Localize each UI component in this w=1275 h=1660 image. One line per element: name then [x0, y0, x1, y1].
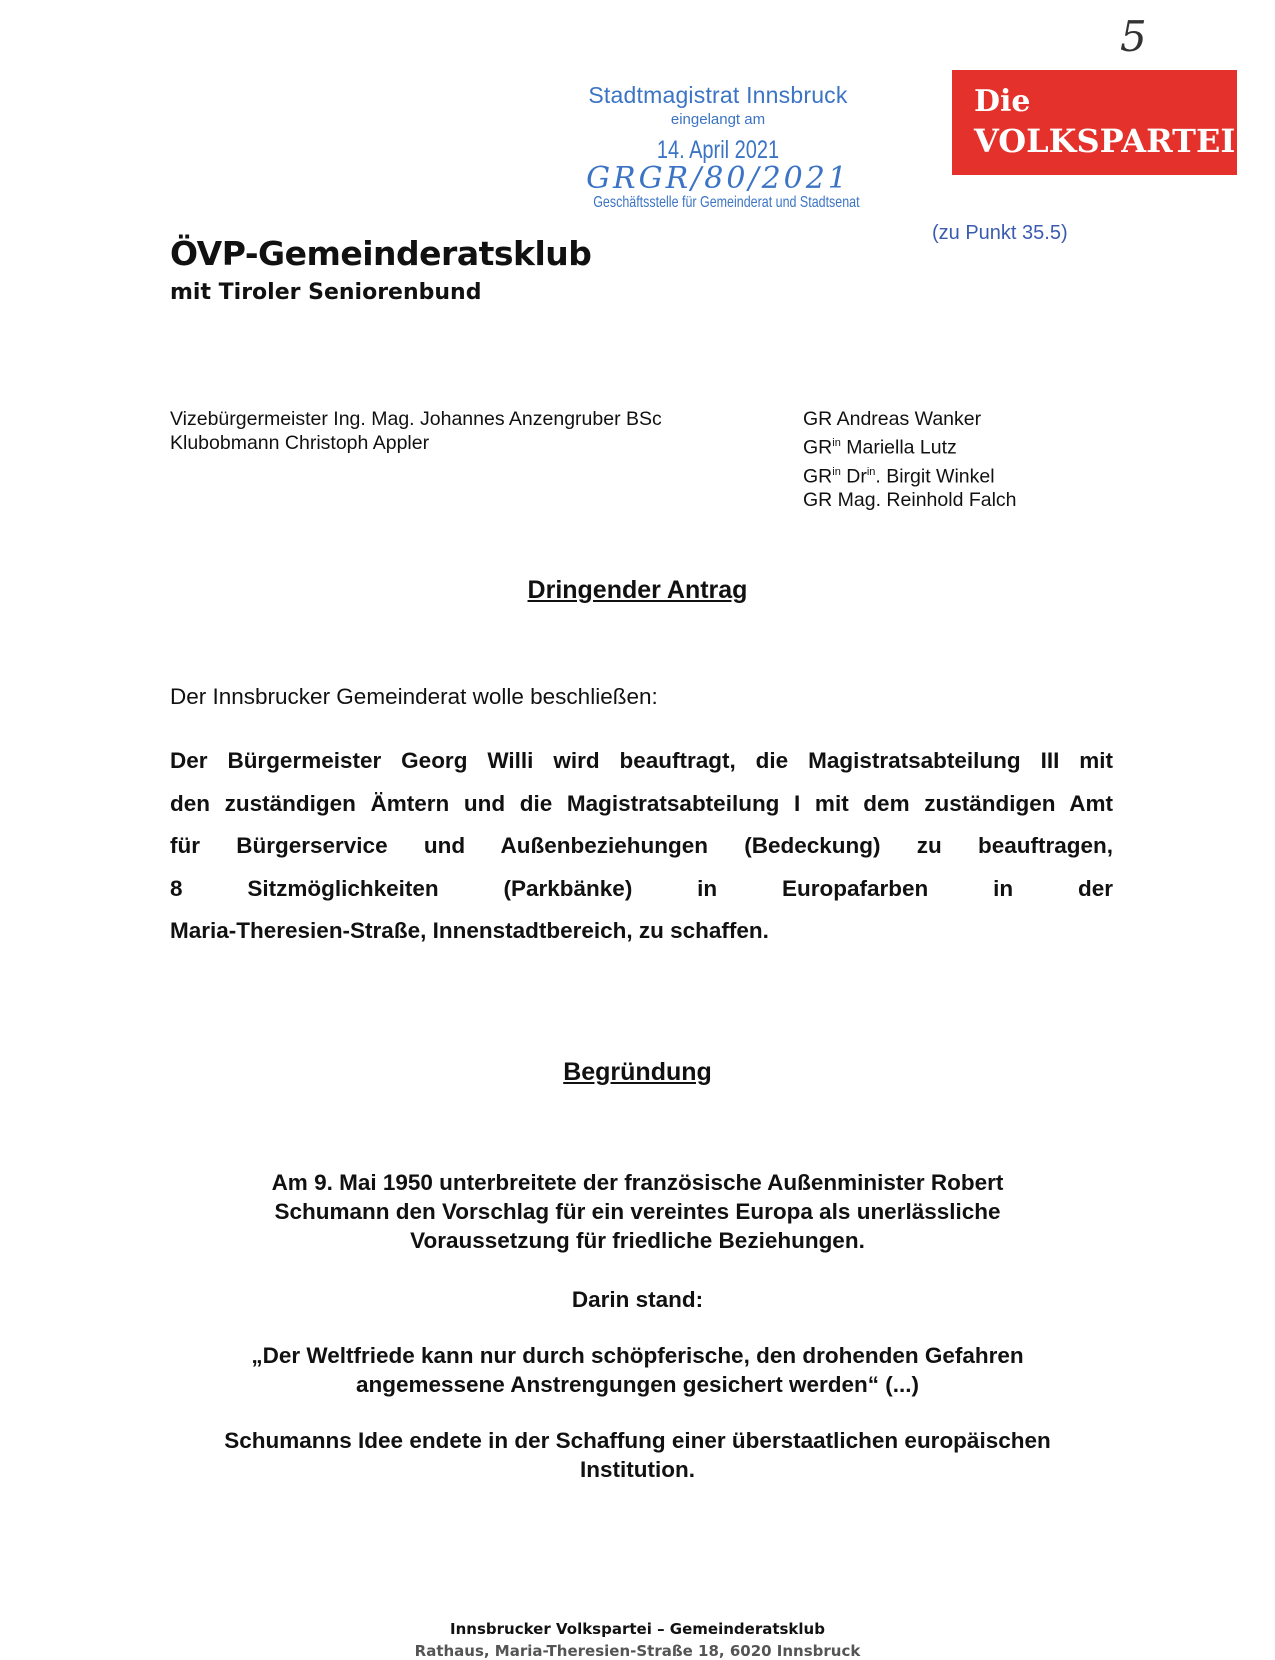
volkspartei-logo	[952, 70, 1237, 175]
motion-line: Der Bürgermeister Georg Willi wird beauftragt, die Magistratsabteilung III mit	[170, 748, 1113, 773]
heading-begruendung: Begründung	[563, 1058, 712, 1086]
stamp-office: Geschäftsstelle für Gemeinderat und Stadtsenat	[593, 194, 860, 211]
signer: GR Andreas Wanker	[803, 408, 982, 430]
stamp-date: 14. April 2021	[656, 136, 780, 164]
footer-line-1: Innsbrucker Volkspartei – Gemeinderatsklub	[450, 1620, 825, 1638]
footer-line-2: Rathaus, Maria-Theresien-Straße 18, 6020 Innsbruck	[414, 1642, 861, 1660]
heading-antrag: Dringender Antrag	[527, 576, 748, 604]
justification-paragraph: Schumanns Idee endete in der Schaffung einer überstaatlichen europäischen Institution.	[224, 1428, 1051, 1482]
received-stamp	[558, 82, 878, 232]
motion-text	[170, 740, 1113, 953]
signers-right	[803, 407, 1017, 512]
motion-intro: Der Innsbrucker Gemeinderat wolle beschließen:	[170, 684, 658, 709]
justification-paragraph: Darin stand:	[571, 1287, 704, 1312]
justification-paragraph: Am 9. Mai 1950 unterbreitete der französische Außenminister Robert Schumann den Vorschlag für ein vereintes Europa als unerlässliche Voraussetzung für friedliche Beziehungen.	[271, 1170, 1004, 1253]
handwritten-page-number: 5	[1120, 12, 1147, 61]
stamp-received-label: eingelangt am	[670, 111, 766, 128]
signer: $GR^{in}$ Mariella Lutz	[803, 436, 957, 459]
motion-line: Maria-Theresien-Straße, Innenstadtbereich, zu schaffen.	[170, 918, 769, 943]
logo-line-2: VOLKSPARTEI	[974, 122, 1236, 160]
signer: $GR^{in}$ $Dr^{in}$. Birgit Winkel	[803, 465, 995, 487]
motion-line: 8 Sitzmöglichkeiten (Parkbänke) in Europafarben in der	[170, 875, 1113, 901]
stamp-title: Stadtmagistrat Innsbruck	[588, 82, 848, 108]
signer: GR Mag. Reinhold Falch	[803, 489, 1017, 511]
logo-line-1: Die	[974, 84, 1031, 119]
club-subtitle: mit Tiroler Seniorenbund	[170, 280, 482, 305]
motion-line: für Bürgerservice und Außenbeziehungen (Bedeckung) zu beauftragen,	[170, 833, 1113, 858]
stamp-reference: GRGR/80/2021	[586, 161, 850, 196]
signers-left	[170, 407, 662, 455]
justification-quote: „Der Weltfriede kann nur durch schöpferische, den drohenden Gefahren angemessene Anstrengungen gesichert werden“ (...)	[251, 1343, 1024, 1397]
motion-line: den zuständigen Ämtern und die Magistratsabteilung I mit dem zuständigen Amt	[170, 790, 1113, 816]
signer: Vizebürgermeister Ing. Mag. Johannes Anzengruber BSc	[170, 408, 662, 430]
club-title: ÖVP-Gemeinderatsklub	[170, 234, 592, 273]
agenda-reference: (zu Punkt 35.5)	[932, 222, 1068, 244]
signer: Klubobmann Christoph Appler	[170, 432, 430, 454]
